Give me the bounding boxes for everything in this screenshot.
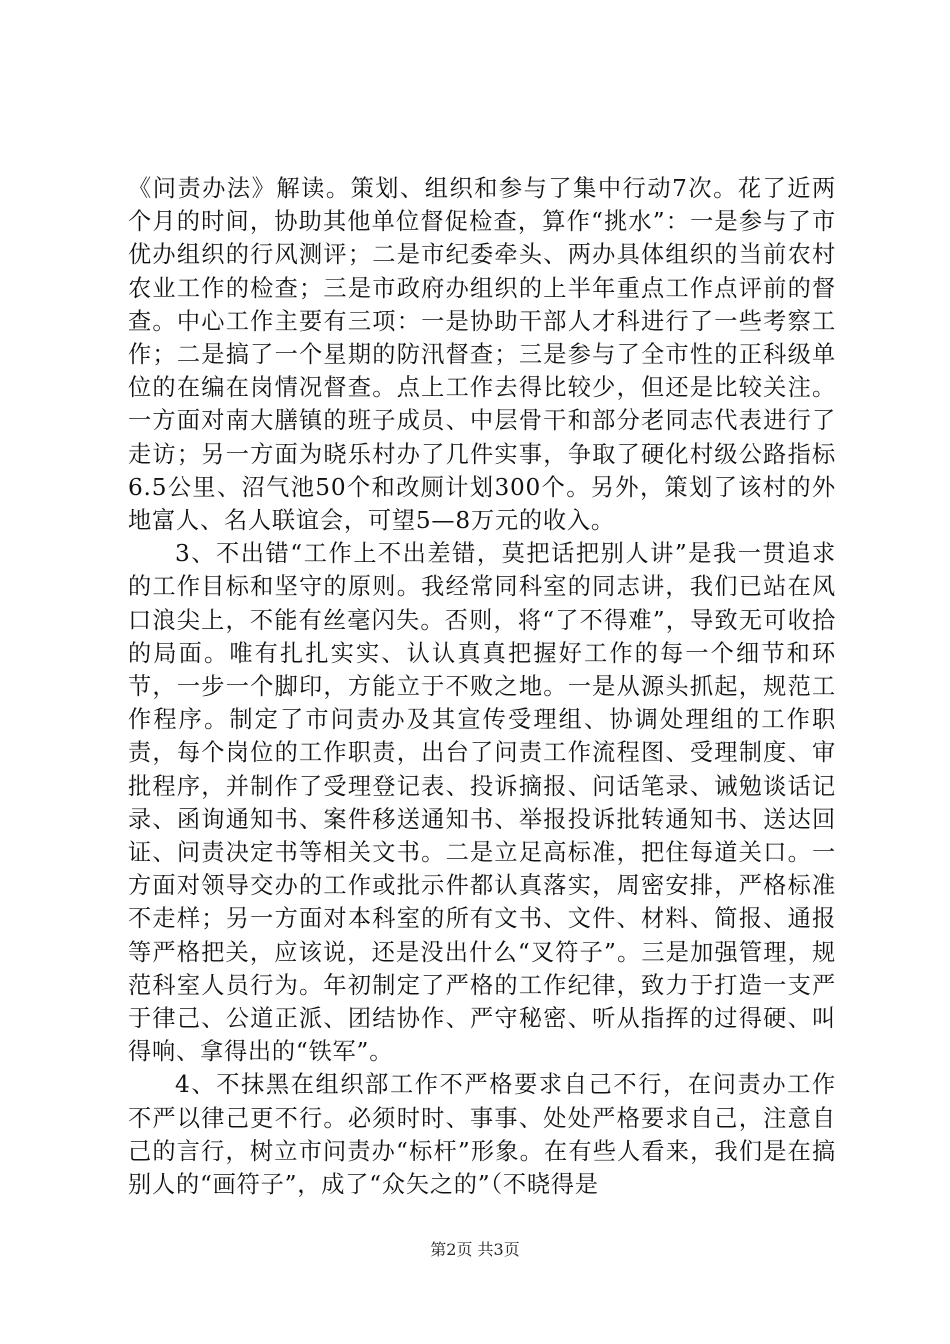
paragraph-continuation: 《问责办法》解读。策划、组织和参与了集中行动7次。花了近两个月的时间，协助其他单位督促检查，算作“挑水”：一是参与了市优办组织的行风测评；二是市纪委牵头、两办具体组织的当前农村农业工作的检查；三是市政府办组织的上半年重点工作点评前的督查。中心工作主要有三项：一是协助干部人才科进行了一些考察工作；二是搞了一个星期的防汛督查；三是参与了全市性的正科级单位的在编在岗情况督查。点上工作去得比较少，但还是比较关注。一方面对南大膳镇的班子成员、中层骨干和部分老同志代表进行了走访；另一方面为晓乐村办了几件实事，争取了硬化村级公路指标6.5公里、沼气池50个和改厕计划300个。另外，策划了该村的外地富人、名人联谊会，可望5—8万元的收入。 [128, 175, 836, 535]
paragraph-section-4: 4、不抹黑在组织部工作不严格要求自己不行，在问责办工作不严以律己更不行。必须时时、事事、处处严格要求自己，注意自己的言行，树立市问责办“标杆”形象。在有些人看来，我们是在搞别人的“画符子”，成了“众矢之的”（不晓得是 [128, 1071, 836, 1199]
paragraph-section-3: 3、不出错“工作上不出差错，莫把话把别人讲”是我一贯追求的工作目标和坚守的原则。我经常同科室的同志讲，我们已站在风口浪尖上，不能有丝毫闪失。否则，将“了不得难”，导致无可收拾的局面。唯有扎扎实实、认认真真把握好工作的每一个细节和环节，一步一个脚印，方能立于不败之地。一是从源头抓起，规范工作程序。制定了市问责办及其宣传受理组、协调处理组的工作职责，每个岗位的工作职责，出台了问责工作流程图、受理制度、审批程序，并制作了受理登记表、投诉摘报、问话笔录、诫勉谈话记录、函询通知书、案件移送通知书、举报投诉批转通知书、送达回证、问责决定书等相关文书。二是立足高标准，把住每道关口。一方面对领导交办的工作或批示件都认真落实，周密安排，严格标准不走样；另一方面对本科室的所有文书、文件、材料、简报、通报等严格把关，应该说，还是没出什么“叉符子”。三是加强管理，规范科室人员行为。年初制定了严格的工作纪律，致力于打造一支严于律己、公道正派、团结协作、严守秘密、听从指挥的过得硬、叫得响、拿得出的“铁军”。 [128, 540, 836, 1066]
document-body [128, 172, 836, 1201]
page-footer: 第2页 共3页 [430, 1240, 520, 1259]
